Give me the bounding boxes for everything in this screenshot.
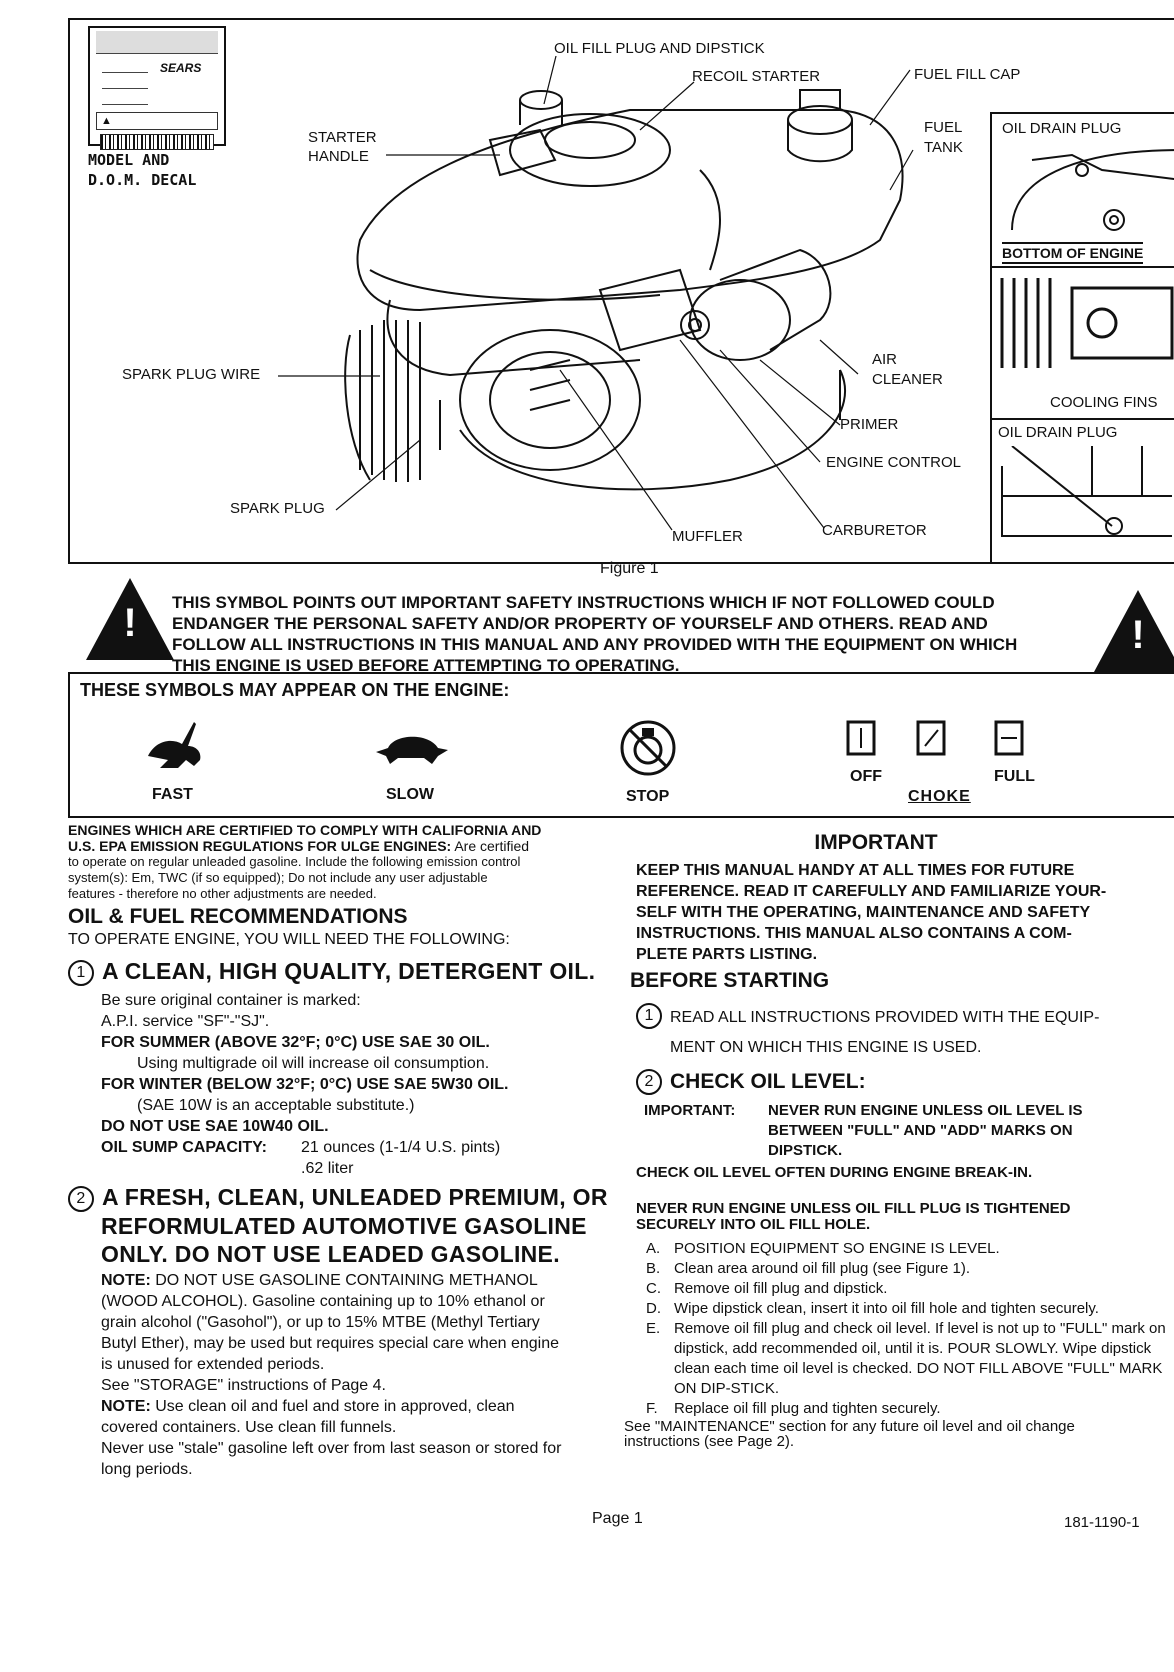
decal-brand: SEARS bbox=[160, 61, 202, 75]
cert-line-5: features - therefore no other adjustments are needed. bbox=[68, 886, 377, 901]
left-column bbox=[68, 822, 616, 1480]
panel-oil-drain-plug bbox=[990, 418, 1174, 564]
label-spark-plug: SPARK PLUG bbox=[230, 500, 325, 517]
label-oil-drain-plug-bottom: OIL DRAIN PLUG bbox=[998, 424, 1118, 441]
step-f: F. Replace oil fill plug and tighten securely. bbox=[646, 1400, 941, 1417]
label-muffler: MUFFLER bbox=[672, 528, 743, 545]
label-bottom-of-engine: BOTTOM OF ENGINE bbox=[1002, 242, 1143, 264]
drain-plug-drawing bbox=[992, 446, 1174, 556]
label-starter-handle: STARTER HANDLE bbox=[308, 129, 377, 165]
turtle-icon bbox=[372, 730, 452, 770]
step-c: C. Remove oil fill plug and dipstick. bbox=[646, 1280, 888, 1297]
label-oil-drain-plug-top: OIL DRAIN PLUG bbox=[1002, 120, 1122, 137]
step-a: A. POSITION EQUIPMENT SO ENGINE IS LEVEL. bbox=[646, 1240, 1000, 1257]
tighten-warning: NEVER RUN ENGINE UNLESS OIL FILL PLUG IS TIGHTENED SECURELY INTO OIL FILL HOLE. bbox=[636, 1200, 1071, 1233]
step-e: E. Remove oil fill plug and check oil level. If level is not up to "FULL" mark on dipstick, add recommended oil, until it is. POUR SLOWLY. Wipe dipstick clean each time oil level is checked. DO NOT FILL ABOVE "FULL" MARK ON DIP-STICK. bbox=[646, 1320, 1166, 1397]
choke-label: CHOKE bbox=[908, 788, 971, 805]
safety-warning-text: THIS SYMBOL POINTS OUT IMPORTANT SAFETY INSTRUCTIONS WHICH IF NOT FOLLOWED COULD ENDANGER THE PERSONAL SAFETY AND/OR PROPERTY OF YOURSELF AND OTHERS. READ AND FOLLOW ALL INSTRUCTIONS IN THIS MANUAL AND ANY PROVIDED WITH THE EQUIPMENT ON WHICH THIS ENGINE IS USED BEFORE ATTEMPTING TO OPERATING. bbox=[172, 593, 1018, 675]
fuel-notes: NOTE: DO NOT USE GASOLINE CONTAINING METHANOL (WOOD ALCOHOL). Gasoline containing up to 10% ethanol or grain alcohol ("Gasohol"), or up to 15% MTBE (Methyl Tertiary Butyl Ether), may be used but requires special care when engine is unused for extended periods. See "STORAGE" instructions of Page 4. NOTE: Use clean oil and fuel and store in approved, clean covered containers. Use clean fill funnels. Never use "stale" gasoline left over from last season or stored for long periods. bbox=[101, 1272, 562, 1478]
right-column bbox=[624, 830, 1174, 1450]
panel-cooling-fins bbox=[990, 266, 1174, 420]
label-cooling-fins: COOLING FINS bbox=[1050, 394, 1158, 411]
label-engine-control: ENGINE CONTROL bbox=[826, 454, 962, 471]
figure-caption: Figure 1 bbox=[600, 560, 659, 577]
off-label: OFF bbox=[850, 768, 882, 785]
important-note: IMPORTANT: NEVER RUN ENGINE UNLESS OIL LEVEL IS BETWEEN "FULL" AND "ADD" MARKS ON DIPSTICK. CHECK OIL LEVEL OFTEN DURING ENGINE BREAK-IN. bbox=[636, 1102, 1083, 1181]
symbols-heading: THESE SYMBOLS MAY APPEAR ON THE ENGINE: bbox=[80, 680, 510, 700]
cert-line-1: ENGINES WHICH ARE CERTIFIED TO COMPLY WITH CALIFORNIA AND bbox=[68, 822, 542, 838]
slow-label: SLOW bbox=[386, 786, 434, 803]
important-text: KEEP THIS MANUAL HANDY AT ALL TIMES FOR FUTURE REFERENCE. READ IT CAREFULLY AND FAMILIARIZE YOUR- SELF WITH THE OPERATING, MAINTENANCE AND SAFETY INSTRUCTIONS. THIS MANUAL ALSO CONTAINS A COM- PLETE PARTS LISTING. bbox=[636, 862, 1107, 963]
safety-alert-icon-left: ! bbox=[86, 578, 174, 660]
full-label: FULL bbox=[994, 768, 1035, 785]
label-recoil-starter: RECOIL STARTER bbox=[692, 68, 821, 85]
stop-icon bbox=[618, 718, 678, 778]
before-starting-heading: BEFORE STARTING bbox=[630, 969, 830, 992]
maintenance-note: See "MAINTENANCE" section for any future oil level and oil change instructions (see Page 2). bbox=[624, 1418, 1075, 1450]
warning-icon: ▲ bbox=[101, 115, 112, 127]
panel-bottom-of-engine bbox=[990, 112, 1174, 268]
step-b: B. Clean area around oil fill plug (see Figure 1). bbox=[646, 1260, 970, 1277]
important-heading: IMPORTANT bbox=[814, 831, 938, 854]
check-oil-heading: 2 CHECK OIL LEVEL: bbox=[636, 1067, 1174, 1097]
label-fuel-fill-cap: FUEL FILL CAP bbox=[914, 66, 1021, 83]
label-air-cleaner: AIR CLEANER bbox=[872, 351, 943, 388]
cooling-fins-drawing bbox=[992, 268, 1174, 388]
decal-title: MODEL AND D.O.M. DECAL bbox=[88, 151, 197, 189]
page-number: Page 1 bbox=[592, 1510, 643, 1527]
label-spark-plug-wire: SPARK PLUG WIRE bbox=[122, 366, 261, 383]
oil-details: Be sure original container is marked: A.P.I. service "SF"-"SJ". FOR SUMMER (ABOVE 32°F; 0°C) USE SAE 30 OIL. Using multigrade oil will increase oil consumption. FOR WINTER (BELOW 32°F; 0°C) USE SAE 5W30 OIL. (SAE 10W is an acceptable substitute.) DO NOT USE SAE 10W40 OIL. OIL SUMP CAPACITY: 21 ounces (1-1/4 U.S. pints) .62 liter bbox=[101, 992, 509, 1177]
label-oil-fill-plug: OIL FILL PLUG AND DIPSTICK bbox=[554, 40, 765, 57]
choke-off-icon bbox=[846, 720, 876, 756]
step-d: D. Wipe dipstick clean, insert it into oil fill hole and tighten securely. bbox=[646, 1300, 1099, 1317]
stop-label: STOP bbox=[626, 788, 670, 805]
cert-line-4: system(s): Em, TWC (if so equipped); Do not include any user adjustable bbox=[68, 870, 488, 885]
oil-fuel-heading: OIL & FUEL RECOMMENDATIONS bbox=[68, 905, 408, 928]
oil-check-steps bbox=[636, 1239, 1166, 1419]
operate-line: TO OPERATE ENGINE, YOU WILL NEED THE FOLLOWING: bbox=[68, 931, 510, 948]
choke-half-icon bbox=[916, 720, 946, 756]
choke-full-icon bbox=[994, 720, 1024, 756]
fuel-heading: 2 A FRESH, CLEAN, UNLEADED PREMIUM, OR REFORMULATED AUTOMOTIVE GASOLINE ONLY. DO NOT USE LEADED GASOLINE. bbox=[68, 1183, 616, 1268]
cert-line-3: to operate on regular unleaded gasoline. Include the following emission control bbox=[68, 854, 521, 869]
read-instructions: 1 READ ALL INSTRUCTIONS PROVIDED WITH THE EQUIP- MENT ON WHICH THIS ENGINE IS USED. bbox=[636, 1003, 1174, 1063]
cert-line-2: U.S. EPA EMISSION REGULATIONS FOR ULGE ENGINES: Are certified bbox=[68, 838, 530, 854]
document-number: 181-1190-1 bbox=[1064, 1514, 1140, 1531]
rabbit-icon bbox=[138, 716, 208, 772]
label-carburetor: CARBURETOR bbox=[822, 522, 927, 539]
label-fuel-tank: FUEL TANK bbox=[924, 119, 963, 156]
safety-alert-icon-right: ! bbox=[1094, 590, 1174, 672]
fast-label: FAST bbox=[152, 786, 193, 803]
engine-bottom-drawing bbox=[992, 140, 1174, 240]
oil-heading: 1 A CLEAN, HIGH QUALITY, DETERGENT OIL. bbox=[68, 956, 616, 986]
label-primer: PRIMER bbox=[840, 416, 899, 433]
